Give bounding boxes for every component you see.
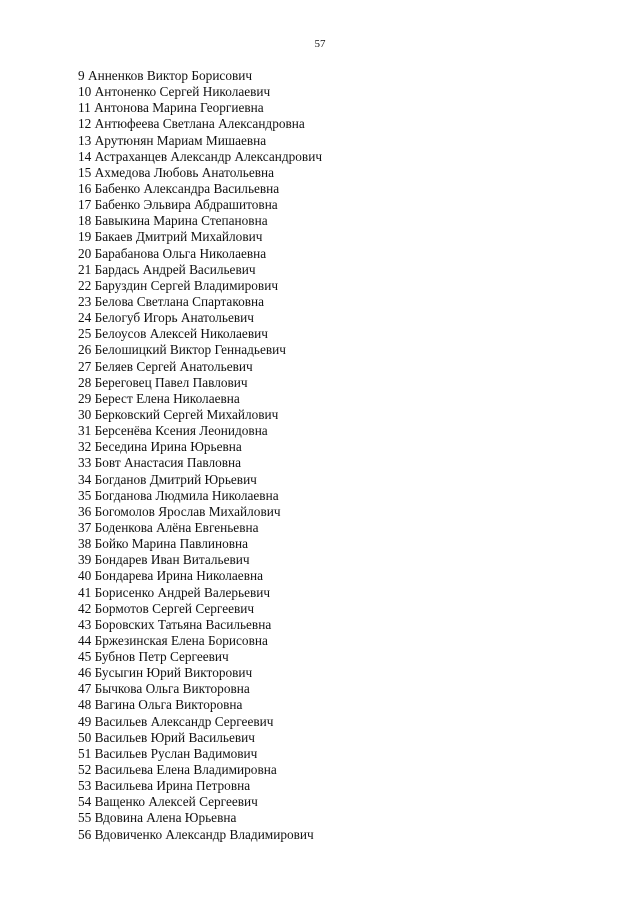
list-item: 29 Берест Елена Николаевна: [78, 390, 240, 406]
list-item: 16 Бабенко Александра Васильевна: [78, 180, 280, 196]
list-item: 39 Бондарев Иван Витальевич: [78, 552, 250, 568]
list-item: 13 Арутюнян Мариам Мишаевна: [78, 132, 267, 148]
list-item: 44 Бржезинская Елена Борисовна: [78, 632, 268, 648]
list-item: 21 Бардась Андрей Васильевич: [78, 261, 256, 277]
list-item: 46 Бусыгин Юрий Викторович: [78, 665, 253, 681]
list-item: 55 Вдовина Алена Юрьевна: [78, 810, 237, 826]
list-item: 26 Белошицкий Виктор Геннадьевич: [78, 342, 286, 358]
list-item: 56 Вдовиченко Александр Владимирович: [78, 826, 314, 842]
list-item: 9 Анненков Виктор Борисович: [78, 68, 253, 83]
list-item: 50 Васильев Юрий Васильевич: [78, 729, 255, 745]
list-item: 45 Бубнов Петр Сергеевич: [78, 649, 229, 665]
list-item: 43 Боровских Татьяна Васильевна: [78, 616, 272, 632]
list-item: 15 Ахмедова Любовь Анатольевна: [78, 164, 275, 180]
list-item: 24 Белогуб Игорь Анатольевич: [78, 310, 254, 326]
list-item: 35 Богданова Людмила Николаевна: [78, 487, 279, 503]
list-item: 52 Васильева Елена Владимировна: [78, 762, 277, 778]
list-item: 23 Белова Светлана Спартаковна: [78, 293, 265, 309]
list-item: 37 Боденкова Алёна Евгеньевна: [78, 519, 259, 535]
list-item: 41 Борисенко Андрей Валерьевич: [78, 584, 271, 600]
list-item: 17 Бабенко Эльвира Абдрашитовна: [78, 197, 278, 213]
list-item: 19 Бакаев Дмитрий Михайлович: [78, 229, 263, 245]
list-item: 22 Баруздин Сергей Владимирович: [78, 277, 279, 293]
list-item: 25 Белоусов Алексей Николаевич: [78, 326, 268, 342]
list-item: 27 Беляев Сергей Анатольевич: [78, 358, 253, 374]
list-item: 33 Бовт Анастасия Павловна: [78, 455, 242, 471]
list-item: 18 Бавыкина Марина Степановна: [78, 213, 268, 229]
list-item: 36 Богомолов Ярослав Михайлович: [78, 503, 281, 519]
list-item: 40 Бондарева Ирина Николаевна: [78, 568, 263, 584]
list-item: 10 Антоненко Сергей Николаевич: [78, 84, 271, 100]
list-item: 20 Барабанова Ольга Николаевна: [78, 245, 267, 261]
list-item: 32 Беседина Ирина Юрьевна: [78, 439, 242, 455]
list-item: 31 Берсенёва Ксения Леонидовна: [78, 423, 268, 439]
list-item: 54 Ващенко Алексей Сергеевич: [78, 794, 258, 810]
list-item: 51 Васильев Руслан Вадимович: [78, 745, 258, 761]
list-item: 42 Бормотов Сергей Сергеевич: [78, 600, 255, 616]
list-item: 48 Вагина Ольга Викторовна: [78, 697, 243, 713]
list-item: 47 Бычкова Ольга Викторовна: [78, 681, 250, 697]
list-item: 12 Антюфеева Светлана Александровна: [78, 116, 305, 132]
list-item: 28 Береговец Павел Павлович: [78, 374, 248, 390]
list-item: 34 Богданов Дмитрий Юрьевич: [78, 471, 257, 487]
list-item: 14 Астраханцев Александр Александрович: [78, 148, 323, 164]
list-item: 30 Берковский Сергей Михайлович: [78, 406, 279, 422]
list-item: 11 Антонова Марина Георгиевна: [78, 100, 264, 116]
list-item: 49 Васильев Александр Сергеевич: [78, 713, 274, 729]
list-item: 38 Бойко Марина Павлиновна: [78, 536, 249, 552]
name-list: [78, 68, 322, 843]
page-number: 57: [314, 38, 326, 50]
list-item: 53 Васильева Ирина Петровна: [78, 778, 251, 794]
